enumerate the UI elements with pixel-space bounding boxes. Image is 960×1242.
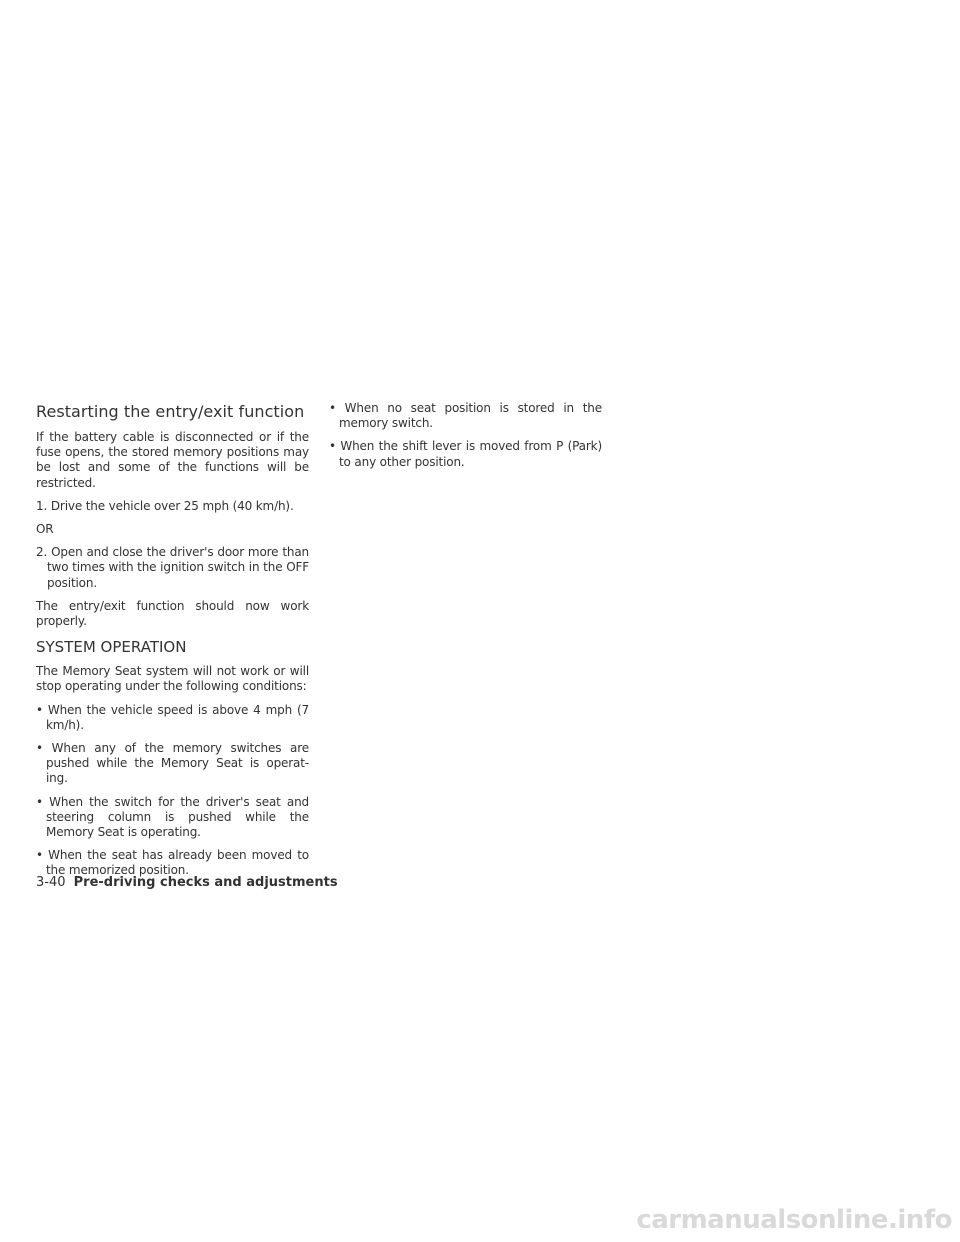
step-2: 2. Open and close the driver's door more than two times with the ignition switch in the OFF position. — [36, 545, 309, 590]
or-separator: OR — [36, 522, 54, 537]
page-footer — [36, 875, 338, 890]
right-column — [329, 401, 602, 478]
paragraph-system-intro: The Memory Seat system will not work or will stop operating under the following conditions: — [36, 664, 309, 694]
paragraph-result: The entry/exit function should now work properly. — [36, 598, 309, 629]
watermark: carmanualsonline.info — [636, 1205, 952, 1235]
subheading-restarting-entry-exit: Restarting the entry/exit function — [36, 402, 305, 421]
heading-system-operation: SYSTEM OPERATION — [36, 638, 187, 657]
bullet-item: • When the vehicle speed is above 4 mph (7 km/h). — [36, 702, 309, 732]
page-number: 3-40 — [36, 875, 66, 890]
paragraph-battery-intro: If the battery cable is disconnected or if the fuse opens, the stored memory positions may be lost and some of the functions will be restricted. — [36, 430, 309, 490]
chapter-title: Pre-driving checks and adjustments — [73, 875, 338, 890]
bullet-item: • When any of the memory switches are pushed while the Memory Seat is operat-ing. — [36, 741, 309, 786]
step-1: 1. Drive the vehicle over 25 mph (40 km/h). — [36, 498, 294, 513]
bullet-item: • When the switch for the driver's seat and steering column is pushed while the Memory Seat is operating. — [36, 794, 309, 840]
left-column — [36, 401, 309, 887]
bullet-item: • When no seat position is stored in the memory switch. — [329, 401, 602, 431]
bullet-item: • When the seat has already been moved to the memorized position. — [36, 848, 309, 878]
bullet-item: • When the shift lever is moved from P (Park) to any other position. — [329, 439, 602, 469]
